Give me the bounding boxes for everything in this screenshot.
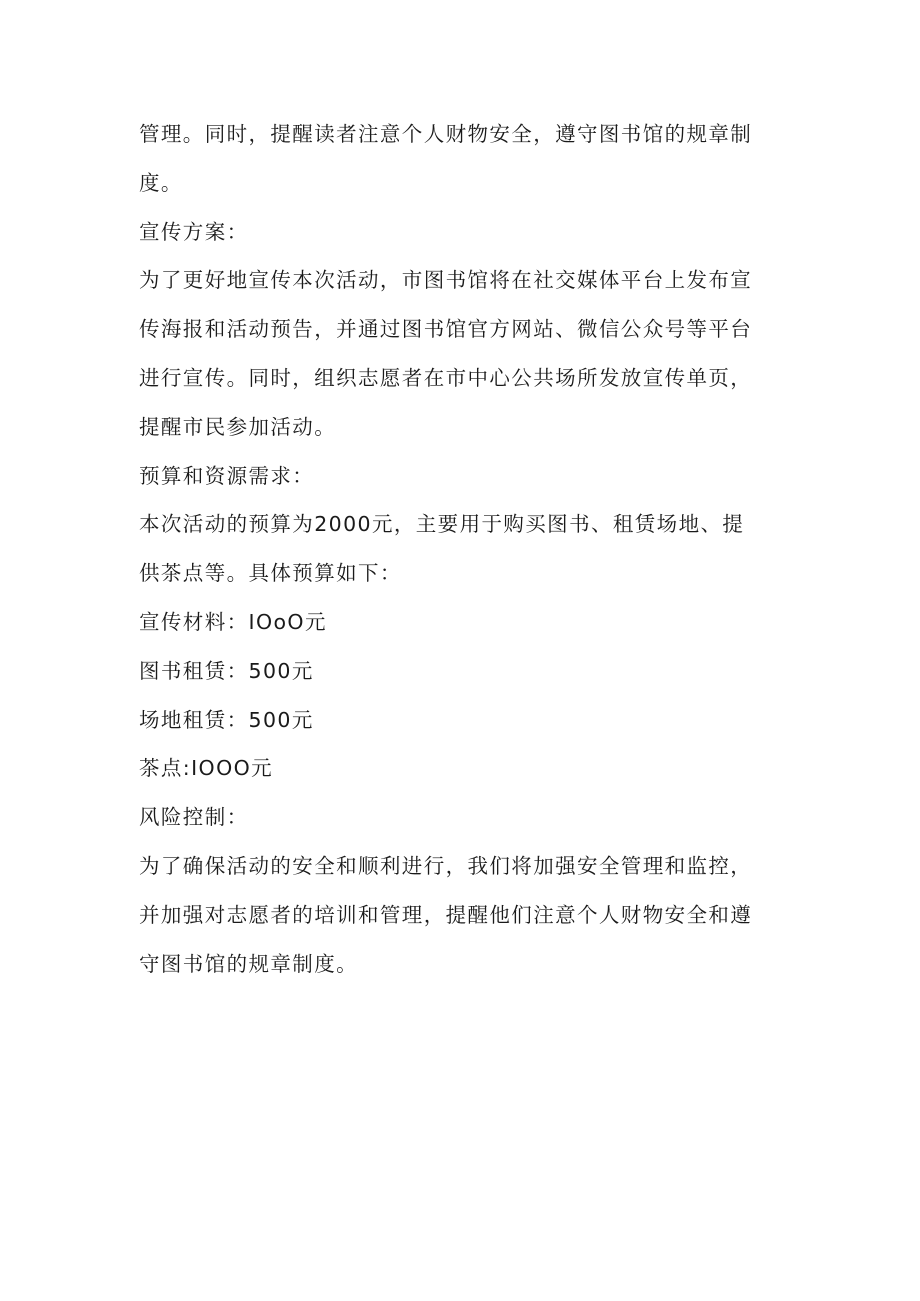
- budget-item-venue-rental: 场地租赁：500元: [139, 707, 314, 732]
- text-line: 守图书馆的规章制度。: [139, 951, 358, 976]
- text-line: 并加强对志愿者的培训和管理，提醒他们注意个人财物安全和遵: [139, 902, 753, 927]
- text-line: 度。: [139, 170, 183, 195]
- text-line: 本次活动的预算为2000元，主要用于购买图书、租赁场地、提: [139, 512, 745, 537]
- section-heading-budget: 预算和资源需求：: [139, 463, 315, 488]
- text-line: 为了确保活动的安全和顺利进行，我们将加强安全管理和监控，: [139, 853, 753, 878]
- text-line: 供茶点等。具体预算如下：: [139, 561, 402, 586]
- budget-item-refreshments: 茶点:IOOO元: [139, 756, 274, 781]
- text-line: 管理。同时，提醒读者注意个人财物安全，遵守图书馆的规章制: [139, 122, 753, 146]
- section-heading-risk-control: 风险控制：: [139, 805, 249, 830]
- document-body: [139, 110, 789, 988]
- budget-item-book-rental: 图书租赁：500元: [139, 658, 314, 683]
- text-line: 提醒市民参加活动。: [139, 414, 337, 439]
- section-heading-publicity: 宣传方案：: [139, 219, 249, 244]
- text-line: 进行宣传。同时，组织志愿者在市中心公共场所发放宣传单页，: [139, 365, 753, 390]
- budget-item-promo-materials: 宣传材料：IOoO元: [139, 609, 327, 634]
- text-line: 传海报和活动预告，并通过图书馆官方网站、微信公众号等平台: [139, 317, 753, 342]
- text-line: 为了更好地宣传本次活动，市图书馆将在社交媒体平台上发布宣: [139, 268, 753, 293]
